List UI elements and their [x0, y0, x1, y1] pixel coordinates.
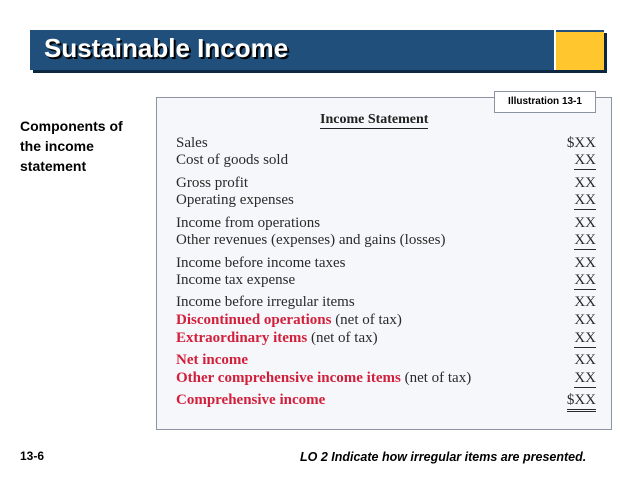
statement-row — [176, 192, 596, 210]
page-number: 13-6 — [20, 449, 45, 463]
row-label: Operating expenses — [176, 192, 294, 208]
title-bar — [30, 30, 604, 70]
row-label: Income before income taxes — [176, 255, 346, 271]
statement-row — [176, 135, 596, 153]
row-label: Gross profit — [176, 175, 249, 191]
statement-row — [176, 255, 596, 273]
side-caption — [20, 116, 150, 176]
row-label: Net income — [176, 352, 249, 368]
row-amount: XX — [574, 312, 596, 328]
statement-row — [176, 272, 596, 290]
row-label: Income from operations — [176, 215, 321, 231]
side-caption-line: Components of — [20, 118, 123, 134]
statement-title: Income Statement — [320, 112, 429, 127]
statement-row — [176, 330, 596, 348]
side-caption-line: the income — [20, 138, 94, 154]
row-amount: XX — [574, 255, 596, 271]
statement-row — [176, 352, 596, 370]
row-label: Other revenues (expenses) and gains (losses) — [176, 232, 446, 248]
statement-row — [176, 215, 596, 233]
row-label: Comprehensive income — [176, 392, 326, 408]
row-amount: XX — [574, 192, 596, 208]
side-caption-line: statement — [20, 158, 87, 174]
row-amount: XX — [574, 330, 596, 346]
row-amount: XX — [574, 152, 596, 168]
row-amount: XX — [574, 272, 596, 288]
row-amount: XX — [574, 294, 596, 310]
row-amount: XX — [574, 232, 596, 248]
illustration-label: Illustration 13-1 — [494, 91, 596, 113]
learning-objective: LO 2 Indicate how irregular items are presented. — [300, 450, 587, 464]
row-amount: $XX — [567, 392, 596, 412]
row-amount: XX — [574, 215, 596, 231]
row-label: Sales — [176, 135, 208, 151]
row-amount: XX — [574, 352, 596, 368]
statement-row — [176, 370, 596, 388]
row-label: Income before irregular items — [176, 294, 355, 310]
row-label: Income tax expense — [176, 272, 296, 288]
statement-row — [176, 152, 596, 170]
row-amount: XX — [574, 175, 596, 191]
row-amount: XX — [574, 370, 596, 386]
row-amount: $XX — [566, 135, 596, 151]
statement-row — [176, 232, 596, 250]
row-label: Extraordinary items (net of tax) — [176, 330, 378, 346]
row-label: Other comprehensive income items (net of tax) — [176, 370, 472, 386]
statement-row — [176, 175, 596, 193]
slide-title: Sustainable Income — [44, 33, 289, 63]
row-label: Discontinued operations (net of tax) — [176, 312, 402, 328]
row-label: Cost of goods sold — [176, 152, 289, 168]
accent-box — [556, 32, 604, 70]
statement-row — [176, 392, 596, 410]
statement-row — [176, 312, 596, 330]
statement-row — [176, 294, 596, 312]
